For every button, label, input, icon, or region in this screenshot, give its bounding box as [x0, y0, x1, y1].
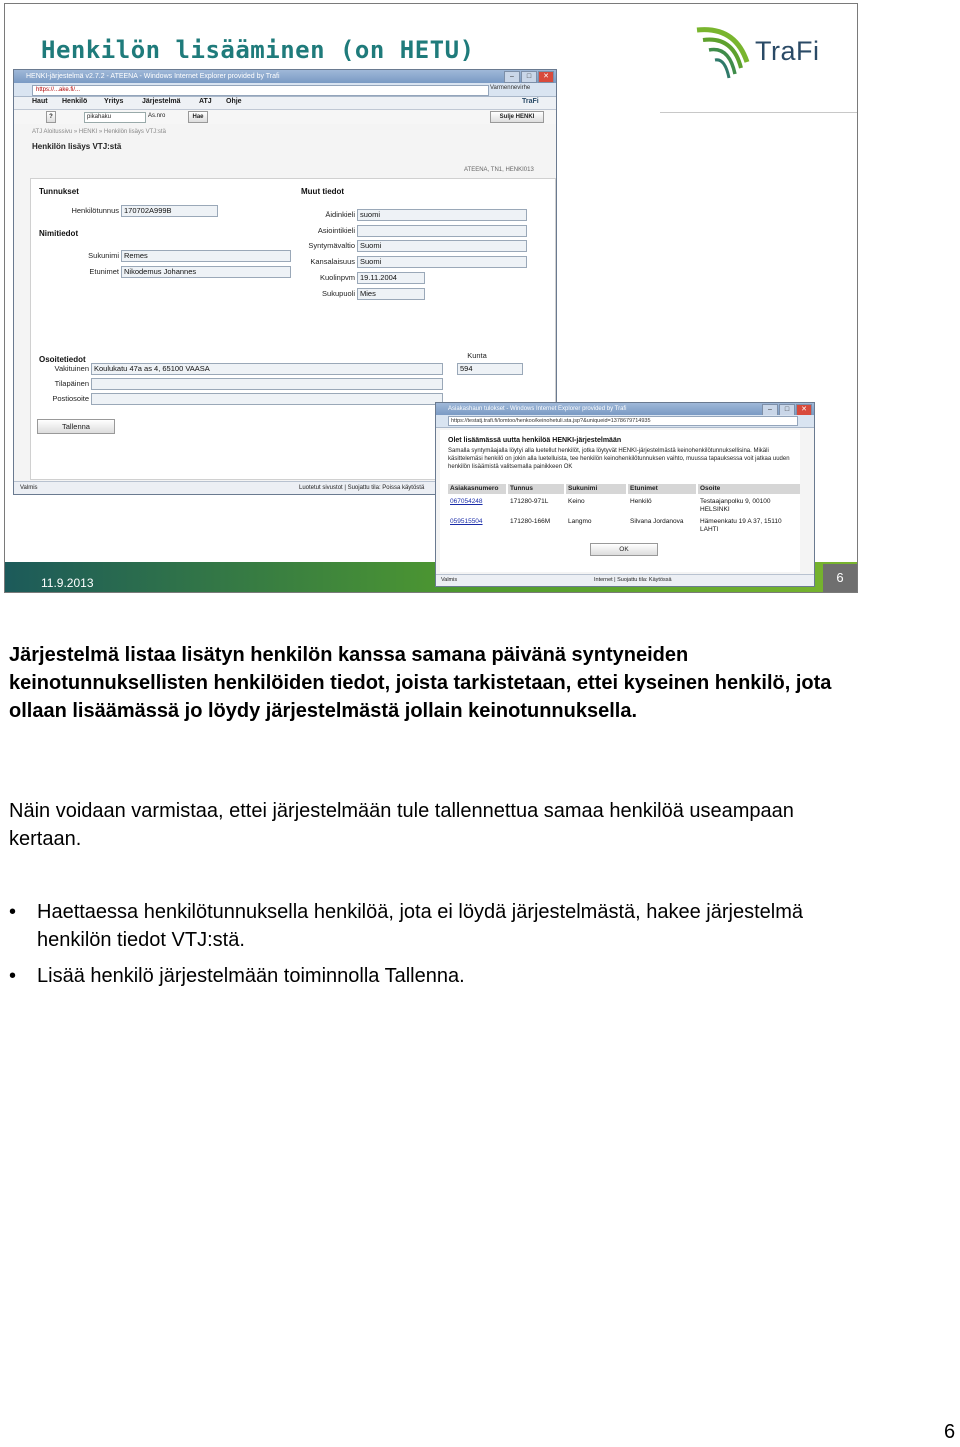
section-address: Osoitetiedot [39, 355, 86, 364]
toolbar [14, 110, 556, 124]
label-aidinkieli: Äidinkieli [325, 210, 355, 219]
popup-status-left: Valmis [441, 577, 458, 583]
result-asiakasnumero-link[interactable]: 067054248 [450, 498, 483, 505]
quick-search-input[interactable]: pikahaku [84, 112, 146, 123]
popup-url-field[interactable]: https://testatj.trafi.fi/lomtoo/henkoo/keinohetuli.sta.jsp?&uniqueid=1378679714935 [448, 416, 798, 426]
menu-yritys[interactable]: Yritys [104, 98, 124, 105]
label-sukunimi: Sukunimi [88, 251, 119, 260]
kuolinpvm-field[interactable]: 19.11.2004 [357, 272, 425, 284]
footer-date: 11.9.2013 [41, 576, 94, 590]
table-cell: 171280-971L [510, 498, 549, 505]
list-item-text: Lisää henkilö järjestelmään toiminnolla Tallenna. [37, 965, 465, 987]
list-item [9, 962, 839, 990]
section-identifiers: Tunnukset [39, 187, 79, 196]
aidinkieli-field[interactable]: suomi [357, 209, 527, 221]
label-vakituinen: Vakituinen [54, 364, 89, 373]
table-cell: Silvana Jordanova [630, 518, 684, 525]
label-postiosoite: Postiosoite [52, 394, 89, 403]
section-names: Nimitiedot [39, 229, 79, 238]
popup-status-bar [436, 574, 814, 586]
menu-henkilo[interactable]: Henkilö [62, 98, 88, 105]
trafi-logo [695, 22, 835, 86]
label-kansalaisuus: Kansalaisuus [310, 257, 355, 266]
breadcrumb: ATJ Aloitussivu » HENKI » Henkilön lisäys VTJ:stä [32, 129, 166, 135]
bullet-icon: • [9, 965, 17, 987]
table-cell: Hämeenkatu 19 A 37, 15110 [700, 518, 782, 525]
syntymavaltio-field[interactable]: Suomi [357, 240, 527, 252]
status-right: Luotetut sivustot | Suojattu tila: Poissa käytöstä [299, 485, 425, 491]
table-cell: 171280-166M [510, 518, 551, 525]
list-item [9, 898, 839, 954]
column-header: Tunnus [508, 484, 564, 494]
trafi-swoosh-icon [695, 22, 755, 86]
kansalaisuus-field[interactable]: Suomi [357, 256, 527, 268]
result-asiakasnumero-link[interactable]: 059515504 [450, 518, 483, 525]
window-title: HENKI-järjestelmä v2.7.2 - ATEENA - Windows Internet Explorer provided by Trafi [26, 73, 280, 80]
popup-content [440, 430, 800, 572]
search-button[interactable]: Hae [188, 111, 208, 123]
certificate-error[interactable]: Varmennevirhe [490, 85, 531, 91]
maximize-icon[interactable]: □ [521, 71, 537, 83]
menu-haut[interactable]: Haut [32, 98, 48, 105]
column-header: Asiakasnumero [448, 484, 506, 494]
label-kuolinpvm: Kuolinpvm [319, 273, 355, 282]
ok-button[interactable]: OK [590, 543, 658, 556]
label-sukupuoli: Sukupuoli [322, 289, 355, 298]
label-etunimet: Etunimet [89, 267, 119, 276]
atena-info: ATEENA, TN1, HENKI013 [464, 167, 534, 173]
henkilotunnus-field[interactable]: 170702A999B [121, 205, 218, 217]
section-other: Muut tiedot [301, 187, 345, 196]
label-kunta: Kunta [467, 351, 487, 360]
logo-text: TraFi [755, 36, 820, 66]
popup-status-right: Internet | Suojattu tila: Käytössä [594, 577, 672, 583]
sukunimi-field[interactable]: Remes [121, 250, 291, 262]
kunta-field[interactable]: 594 [457, 363, 523, 375]
slide-number: 6 [823, 564, 857, 592]
page-number: 6 [944, 1421, 956, 1443]
table-cell: HELSINKI [700, 506, 730, 513]
popup-close-icon[interactable]: ✕ [796, 404, 812, 416]
table-cell: Langmo [568, 518, 592, 525]
menu-jarjestelma[interactable]: Järjestelmä [142, 98, 181, 105]
slide-title: Henkilön lisääminen (on HETU) [41, 36, 475, 64]
help-icon[interactable]: ? [46, 111, 56, 123]
column-header: Etunimet [628, 484, 696, 494]
save-button[interactable]: Tallenna [37, 419, 115, 434]
popup-maximize-icon[interactable]: □ [779, 404, 795, 416]
bullet-icon: • [9, 901, 17, 923]
label-asiointikieli: Asiointikieli [317, 226, 355, 235]
verification-paragraph: Näin voidaan varmistaa, ettei järjestelmään tule tallennettua samaa henkilöä useampaan kertaan. [9, 800, 794, 850]
column-header: Sukunimi [566, 484, 626, 494]
popup-address-bar [436, 415, 814, 428]
menu-bar [14, 97, 556, 110]
close-henki-button[interactable]: Sulje HENKI [490, 111, 544, 123]
popup-titlebar [436, 403, 814, 415]
slide [4, 3, 858, 593]
search-results-window [435, 402, 815, 587]
label-henkilotunnus: Henkilötunnus [71, 206, 119, 215]
table-cell: LAHTI [700, 526, 719, 533]
url-field[interactable]: https://...ake.fi/... [32, 85, 489, 96]
popup-title: Asiakashaun tulokset - Windows Internet Explorer provided by Trafi [448, 406, 627, 412]
menu-ohje[interactable]: Ohje [226, 98, 242, 105]
minimize-icon[interactable]: – [504, 71, 520, 83]
label-syntymavaltio: Syntymävaltio [308, 241, 355, 250]
window-titlebar [14, 70, 556, 83]
menu-atj[interactable]: ATJ [199, 98, 212, 105]
close-icon[interactable]: ✕ [538, 71, 554, 83]
table-cell: Henkilö [630, 498, 652, 505]
popup-minimize-icon[interactable]: – [762, 404, 778, 416]
list-item-text: Haettaessa henkilötunnuksella henkilöä, jota ei löydä järjestelmästä, hakee järjestelmä henkilön tiedot VTJ:stä. [37, 901, 803, 951]
asiointikieli-field[interactable] [357, 225, 527, 237]
header-divider [660, 112, 858, 113]
brand-logo: TraFi [522, 98, 539, 105]
tilapainen-field[interactable] [91, 378, 443, 390]
sukupuoli-field[interactable]: Mies [357, 288, 425, 300]
notice-text: Samalla syntymäajalla löytyi alla luetellut henkilöt, jotka löytyvät HENKI-järjestelmästä keinohenkilötunnuksellisina. Mikäli käsittelemäsi henkilö on jokin alla luetelluista, tee henkilön keinohenkilötunnuksen vaihto, muussa tapauksessa voit jatkaa uuden henkilön lisäämistä valitsemalla painikkeen OK [448, 448, 790, 470]
address-bar [14, 83, 556, 97]
form-title: Henkilön lisäys VTJ:stä [32, 142, 122, 151]
instruction-list [9, 898, 839, 998]
search-option-radio[interactable]: As.nro [148, 113, 166, 119]
status-left: Valmis [20, 485, 38, 491]
description-paragraph: Järjestelmä listaa lisätyn henkilön kanssa samana päivänä syntyneiden keinotunnuksellisten henkilöiden tiedot, joista tarkistetaan, ettei kyseinen henkilö, jota ollaan lisäämässä jo löydy järjestelmästä jollain keinotunnuksella. [9, 644, 832, 722]
etunimet-field[interactable]: Nikodemus Johannes [121, 266, 291, 278]
vakituinen-field[interactable]: Koulukatu 47a as 4, 65100 VAASA [91, 363, 443, 375]
label-tilapainen: Tilapäinen [54, 379, 89, 388]
postiosoite-field[interactable] [91, 393, 443, 405]
notice-title: Olet lisäämässä uutta henkilöä HENKI-järjestelmään [448, 437, 622, 444]
column-header: Osoite [698, 484, 800, 494]
table-cell: Testaajanpolku 9, 00100 [700, 498, 771, 505]
table-cell: Keino [568, 498, 585, 505]
